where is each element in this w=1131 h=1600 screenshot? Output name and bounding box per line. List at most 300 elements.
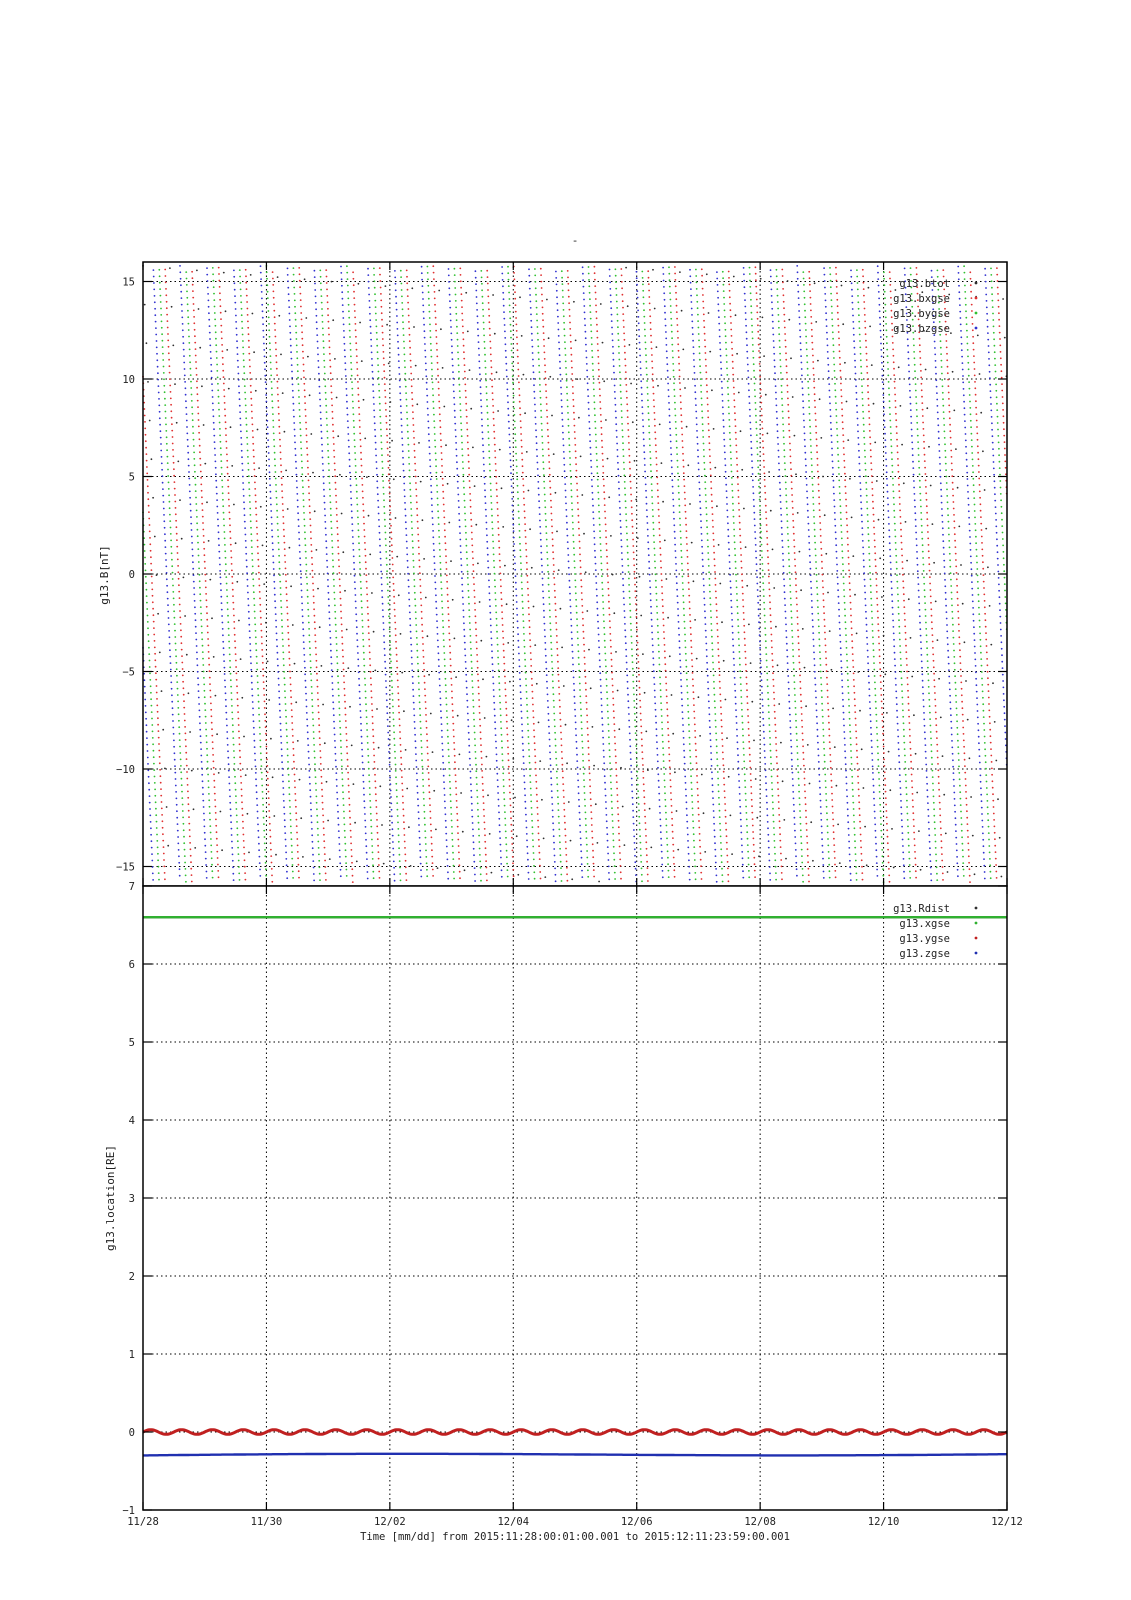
data-point: [596, 324, 598, 326]
data-point: [696, 782, 698, 784]
data-point: [259, 733, 261, 735]
data-point: [281, 477, 283, 479]
data-point: [438, 523, 440, 525]
data-point: [497, 410, 499, 412]
data-point: [386, 557, 388, 559]
data-point: [889, 881, 891, 883]
data-point: [264, 707, 266, 709]
data-point: [277, 276, 279, 278]
data-point: [590, 798, 592, 800]
data-point: [323, 827, 325, 829]
data-point: [981, 542, 983, 544]
data-point: [145, 447, 147, 449]
data-point: [324, 853, 326, 855]
data-point: [279, 439, 281, 441]
data-point: [834, 746, 836, 748]
data-point: [455, 787, 457, 789]
data-point: [166, 806, 168, 808]
data-point: [299, 286, 301, 288]
data-point: [447, 723, 449, 725]
data-point: [953, 501, 955, 503]
data-point: [378, 371, 380, 373]
data-point: [925, 369, 927, 371]
data-point: [676, 311, 678, 313]
data-point: [890, 291, 892, 293]
data-point: [394, 615, 396, 617]
data-point: [473, 590, 475, 592]
data-point: [810, 316, 812, 318]
data-point: [524, 510, 526, 512]
data-point: [309, 647, 311, 649]
data-point: [263, 583, 265, 585]
data-point: [551, 526, 553, 528]
data-point: [410, 360, 412, 362]
data-point: [296, 351, 298, 353]
data-point: [658, 515, 660, 517]
data-point: [517, 356, 519, 358]
data-point: [681, 434, 683, 436]
data-point: [731, 853, 733, 855]
data-point: [154, 795, 156, 797]
data-point: [854, 692, 856, 694]
data-point: [179, 752, 181, 754]
data-point: [639, 693, 641, 695]
data-point: [731, 335, 733, 337]
data-point: [271, 875, 273, 877]
data-point: [704, 339, 706, 341]
data-point: [300, 306, 302, 308]
data-point: [390, 648, 392, 650]
data-point: [834, 857, 836, 859]
data-point: [924, 454, 926, 456]
data-point: [144, 544, 146, 546]
data-point: [307, 356, 309, 358]
data-point: [478, 699, 480, 701]
data-point: [421, 753, 423, 755]
data-point: [627, 305, 629, 307]
data-point: [314, 763, 316, 765]
data-point: [405, 749, 407, 751]
data-point: [400, 270, 402, 272]
data-point: [484, 347, 486, 349]
data-point: [514, 298, 516, 300]
data-point: [647, 270, 649, 272]
data-point: [516, 472, 518, 474]
data-point: [410, 495, 412, 497]
data-point: [519, 549, 521, 551]
data-point: [293, 767, 295, 769]
data-point: [629, 468, 631, 470]
data-point: [995, 864, 997, 866]
data-point: [714, 571, 716, 573]
data-point: [525, 678, 527, 680]
data-point: [778, 801, 780, 803]
data-point: [560, 725, 562, 727]
data-point: [418, 676, 420, 678]
data-point: [607, 582, 609, 584]
data-point: [546, 403, 548, 405]
data-point: [564, 828, 566, 830]
data-point: [517, 874, 519, 876]
data-point: [949, 430, 951, 432]
data-point: [515, 446, 517, 448]
data-point: [543, 339, 545, 341]
data-point: [512, 850, 514, 852]
data-point: [638, 668, 640, 670]
data-point: [884, 778, 886, 780]
data-point: [867, 391, 869, 393]
data-point: [169, 372, 171, 374]
data-point: [427, 753, 429, 755]
data-point: [218, 267, 220, 269]
data-point: [362, 633, 364, 635]
data-point: [473, 706, 475, 708]
data-point: [709, 351, 711, 353]
data-point: [854, 705, 856, 707]
data-point: [891, 310, 893, 312]
data-point: [463, 338, 465, 340]
data-point: [325, 405, 327, 407]
data-point: [956, 572, 958, 574]
data-point: [235, 653, 237, 655]
data-point: [523, 374, 525, 376]
data-point: [394, 622, 396, 624]
data-point: [392, 577, 394, 579]
data-point: [192, 413, 194, 415]
data-point: [632, 539, 634, 541]
data-point: [367, 619, 369, 621]
data-point: [294, 300, 296, 302]
data-point: [178, 591, 180, 593]
data-point: [457, 819, 459, 821]
data-point: [892, 336, 894, 338]
data-point: [210, 709, 212, 711]
data-point: [399, 854, 401, 856]
data-point: [339, 474, 341, 476]
data-point: [449, 652, 451, 654]
data-point: [363, 529, 365, 531]
data-point: [247, 813, 249, 815]
data-point: [218, 772, 220, 774]
data-point: [239, 763, 241, 765]
data-point: [808, 874, 810, 876]
data-point: [295, 812, 297, 814]
data-point: [318, 712, 320, 714]
data-point: [684, 387, 686, 389]
data-point: [406, 276, 408, 278]
data-point: [477, 563, 479, 565]
data-point: [766, 531, 768, 533]
data-point: [409, 347, 411, 349]
data-point: [774, 724, 776, 726]
data-point: [329, 489, 331, 491]
data-point: [838, 325, 840, 327]
data-point: [515, 317, 517, 319]
data-point: [897, 458, 899, 460]
data-point: [554, 584, 556, 586]
data-point: [609, 633, 611, 635]
data-point: [470, 635, 472, 637]
data-point: [692, 672, 694, 674]
data-point: [913, 819, 915, 821]
data-point: [767, 556, 769, 558]
data-point: [176, 662, 178, 664]
data-point: [216, 351, 218, 353]
data-point: [566, 861, 568, 863]
data-point: [417, 663, 419, 665]
data-point: [475, 751, 477, 753]
data-point: [392, 564, 394, 566]
data-point: [811, 329, 813, 331]
data-point: [820, 437, 822, 439]
data-point: [301, 338, 303, 340]
data-point: [263, 688, 265, 690]
data-point: [994, 721, 996, 723]
data-point: [475, 764, 477, 766]
data-point: [344, 707, 346, 709]
data-point: [930, 589, 932, 591]
data-point: [282, 632, 284, 634]
data-point: [698, 696, 700, 698]
data-point: [358, 400, 360, 402]
data-point: [341, 630, 343, 632]
data-point: [161, 333, 163, 335]
data-point: [426, 869, 428, 871]
data-point: [387, 590, 389, 592]
data-point: [657, 502, 659, 504]
data-point: [552, 545, 554, 547]
data-point: [160, 795, 162, 797]
data-point: [339, 720, 341, 722]
data-point: [606, 562, 608, 564]
data-point: [436, 356, 438, 358]
data-point: [882, 739, 884, 741]
data-point: [575, 450, 577, 452]
data-point: [168, 352, 170, 354]
data-point: [980, 503, 982, 505]
data-point: [961, 694, 963, 696]
data-point: [669, 760, 671, 762]
data-point: [620, 767, 622, 769]
data-point: [162, 353, 164, 355]
data-point: [496, 502, 498, 504]
data-point: [215, 695, 217, 697]
data-point: [418, 547, 420, 549]
data-point: [177, 559, 179, 561]
data-point: [645, 731, 647, 733]
data-point: [218, 409, 220, 411]
data-point: [342, 662, 344, 664]
data-point: [342, 798, 344, 800]
data-point: [506, 603, 508, 605]
data-point: [667, 728, 669, 730]
data-point: [147, 634, 149, 636]
data-point: [818, 490, 820, 492]
data-point: [173, 462, 175, 464]
data-point: [716, 610, 718, 612]
data-point: [651, 361, 653, 363]
data-point: [617, 690, 619, 692]
data-point: [970, 278, 972, 280]
data-point: [482, 796, 484, 798]
data-point: [920, 377, 922, 379]
data-point: [447, 736, 449, 738]
data-point: [556, 635, 558, 637]
data-point: [260, 506, 262, 508]
data-point: [959, 656, 961, 658]
data-point: [819, 522, 821, 524]
data-point: [199, 593, 201, 595]
data-point: [723, 777, 725, 779]
data-point: [680, 401, 682, 403]
data-point: [209, 670, 211, 672]
data-point: [856, 743, 858, 745]
data-point: [478, 835, 480, 837]
data-point: [581, 586, 583, 588]
data-point: [996, 877, 998, 879]
data-point: [337, 675, 339, 677]
data-point: [981, 529, 983, 531]
data-point: [525, 543, 527, 545]
data-point: [366, 729, 368, 731]
data-point: [236, 673, 238, 675]
data-point: [991, 774, 993, 776]
data-point: [465, 396, 467, 398]
data-point: [165, 430, 167, 432]
data-point: [209, 819, 211, 821]
data-point: [196, 516, 198, 518]
data-point: [162, 346, 164, 348]
data-point: [381, 312, 383, 314]
data-point: [430, 817, 432, 819]
data-point: [359, 433, 361, 435]
data-point: [270, 362, 272, 364]
data-point: [309, 641, 311, 643]
data-point: [364, 542, 366, 544]
data-point: [462, 455, 464, 457]
data-point: [247, 450, 249, 452]
data-point: [587, 740, 589, 742]
data-point: [175, 643, 177, 645]
data-point: [247, 321, 249, 323]
data-point: [266, 284, 268, 286]
data-point: [451, 697, 453, 699]
data-point: [296, 819, 298, 821]
data-point: [692, 685, 694, 687]
data-point: [522, 478, 524, 480]
data-point: [415, 624, 417, 626]
data-point: [809, 783, 811, 785]
data-point: [301, 473, 303, 475]
data-point: [197, 529, 199, 531]
data-point: [256, 662, 258, 664]
data-point: [825, 651, 827, 653]
data-point: [846, 518, 848, 520]
data-point: [477, 815, 479, 817]
data-point: [653, 393, 655, 395]
data-point: [712, 520, 714, 522]
data-point: [779, 840, 781, 842]
data-point: [467, 442, 469, 444]
data-point: [930, 596, 932, 598]
data-point: [487, 794, 489, 796]
data-point: [980, 516, 982, 518]
data-point: [586, 715, 588, 717]
data-point: [266, 759, 268, 761]
data-point: [162, 340, 164, 342]
data-point: [819, 509, 821, 511]
data-point: [287, 748, 289, 750]
data-point: [282, 497, 284, 499]
data-point: [468, 454, 470, 456]
data-point: [738, 509, 740, 511]
data-point: [223, 512, 225, 514]
data-point: [606, 556, 608, 558]
data-point: [770, 614, 772, 616]
data-point: [894, 381, 896, 383]
data-point: [555, 603, 557, 605]
data-point: [769, 601, 771, 603]
data-point: [274, 458, 276, 460]
data-point: [147, 621, 149, 623]
data-point: [408, 321, 410, 323]
data-point: [351, 855, 353, 857]
data-point: [991, 761, 993, 763]
data-point: [857, 782, 859, 784]
data-point: [401, 283, 403, 285]
data-point: [986, 652, 988, 654]
data-point: [312, 725, 314, 727]
data-point: [711, 494, 713, 496]
data-point: [526, 575, 528, 577]
data-point: [208, 657, 210, 659]
data-point: [221, 473, 223, 475]
data-point: [430, 830, 432, 832]
data-point: [172, 449, 174, 451]
data-point: [563, 685, 565, 687]
data-point: [816, 451, 818, 453]
data-point: [829, 630, 831, 632]
data-point: [206, 501, 208, 503]
data-point: [611, 672, 613, 674]
data-point: [748, 624, 750, 626]
data-point: [426, 862, 428, 864]
data-point: [155, 666, 157, 668]
data-point: [241, 801, 243, 803]
data-point: [919, 338, 921, 340]
data-point: [442, 484, 444, 486]
data-point: [580, 573, 582, 575]
data-point: [181, 791, 183, 793]
data-point: [377, 845, 379, 847]
data-point: [267, 771, 269, 773]
data-point: [974, 387, 976, 389]
data-point: [475, 622, 477, 624]
data-point: [273, 439, 275, 441]
data-point: [235, 666, 237, 668]
data-point: [958, 526, 960, 528]
data-point: [301, 454, 303, 456]
data-point: [732, 374, 734, 376]
data-point: [325, 873, 327, 875]
data-point: [757, 331, 759, 333]
data-point: [215, 338, 217, 340]
data-point: [377, 364, 379, 366]
data-point: [365, 561, 367, 563]
data-point: [969, 881, 971, 883]
data-point: [940, 834, 942, 836]
data-point: [513, 408, 515, 410]
